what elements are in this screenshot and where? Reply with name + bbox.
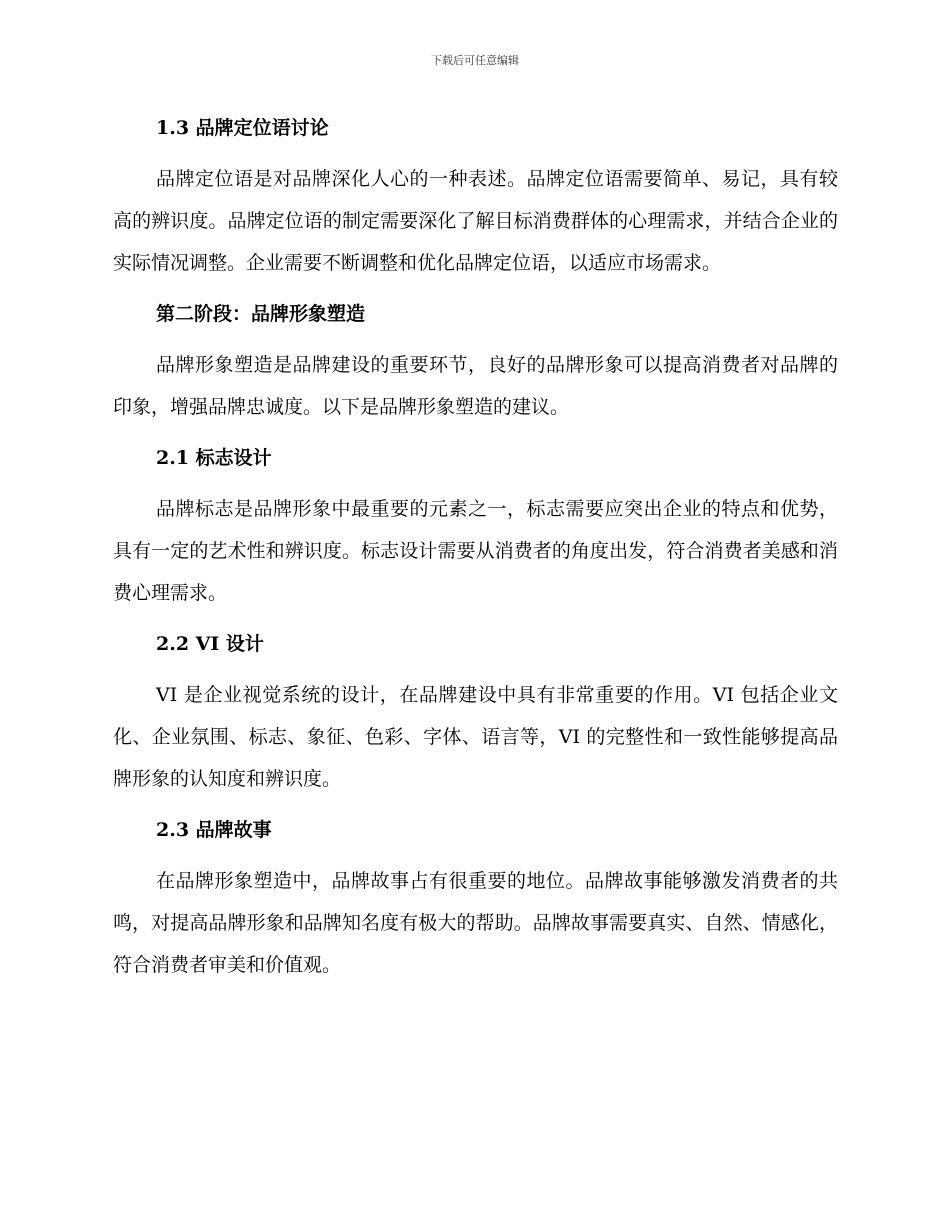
section-1-3 bbox=[113, 110, 838, 296]
section-2-3 bbox=[113, 812, 838, 986]
section-paragraph: VI 是企业视觉系统的设计，在品牌建设中具有非常重要的作用。VI 包括企业文化、企业氛围、标志、象征、色彩、字体、语言等，VI 的完整性和一致性能够提高品牌形象的认知度和辨识度。 bbox=[113, 684, 838, 790]
document-body bbox=[113, 110, 838, 986]
page-header-note: 下载后可任意编辑 bbox=[431, 54, 519, 67]
section-2-1 bbox=[113, 440, 838, 626]
section-paragraph: 品牌形象塑造是品牌建设的重要环节，良好的品牌形象可以提高消费者对品牌的印象，增强品牌忠诚度。以下是品牌形象塑造的建议。 bbox=[113, 354, 838, 418]
section-stage-2 bbox=[113, 296, 838, 440]
section-heading: 2.3 品牌故事 bbox=[156, 819, 272, 841]
section-heading: 1.3 品牌定位语讨论 bbox=[156, 117, 329, 139]
section-2-2 bbox=[113, 626, 838, 812]
section-paragraph: 品牌标志是品牌形象中最重要的元素之一，标志需要应突出企业的特点和优势，具有一定的艺术性和辨识度。标志设计需要从消费者的角度出发，符合消费者美感和消费心理需求。 bbox=[113, 498, 838, 604]
section-heading: 第二阶段：品牌形象塑造 bbox=[156, 303, 366, 325]
section-heading: 2.2 VI 设计 bbox=[156, 633, 264, 655]
section-paragraph: 在品牌形象塑造中，品牌故事占有很重要的地位。品牌故事能够激发消费者的共鸣，对提高品牌形象和品牌知名度有极大的帮助。品牌故事需要真实、自然、情感化，符合消费者审美和价值观。 bbox=[113, 870, 838, 976]
section-heading: 2.1 标志设计 bbox=[156, 447, 272, 469]
section-paragraph: 品牌定位语是对品牌深化人心的一种表述。品牌定位语需要简单、易记，具有较高的辨识度。品牌定位语的制定需要深化了解目标消费群体的心理需求，并结合企业的实际情况调整。企业需要不断调整和优化品牌定位语，以适应市场需求。 bbox=[113, 168, 838, 274]
